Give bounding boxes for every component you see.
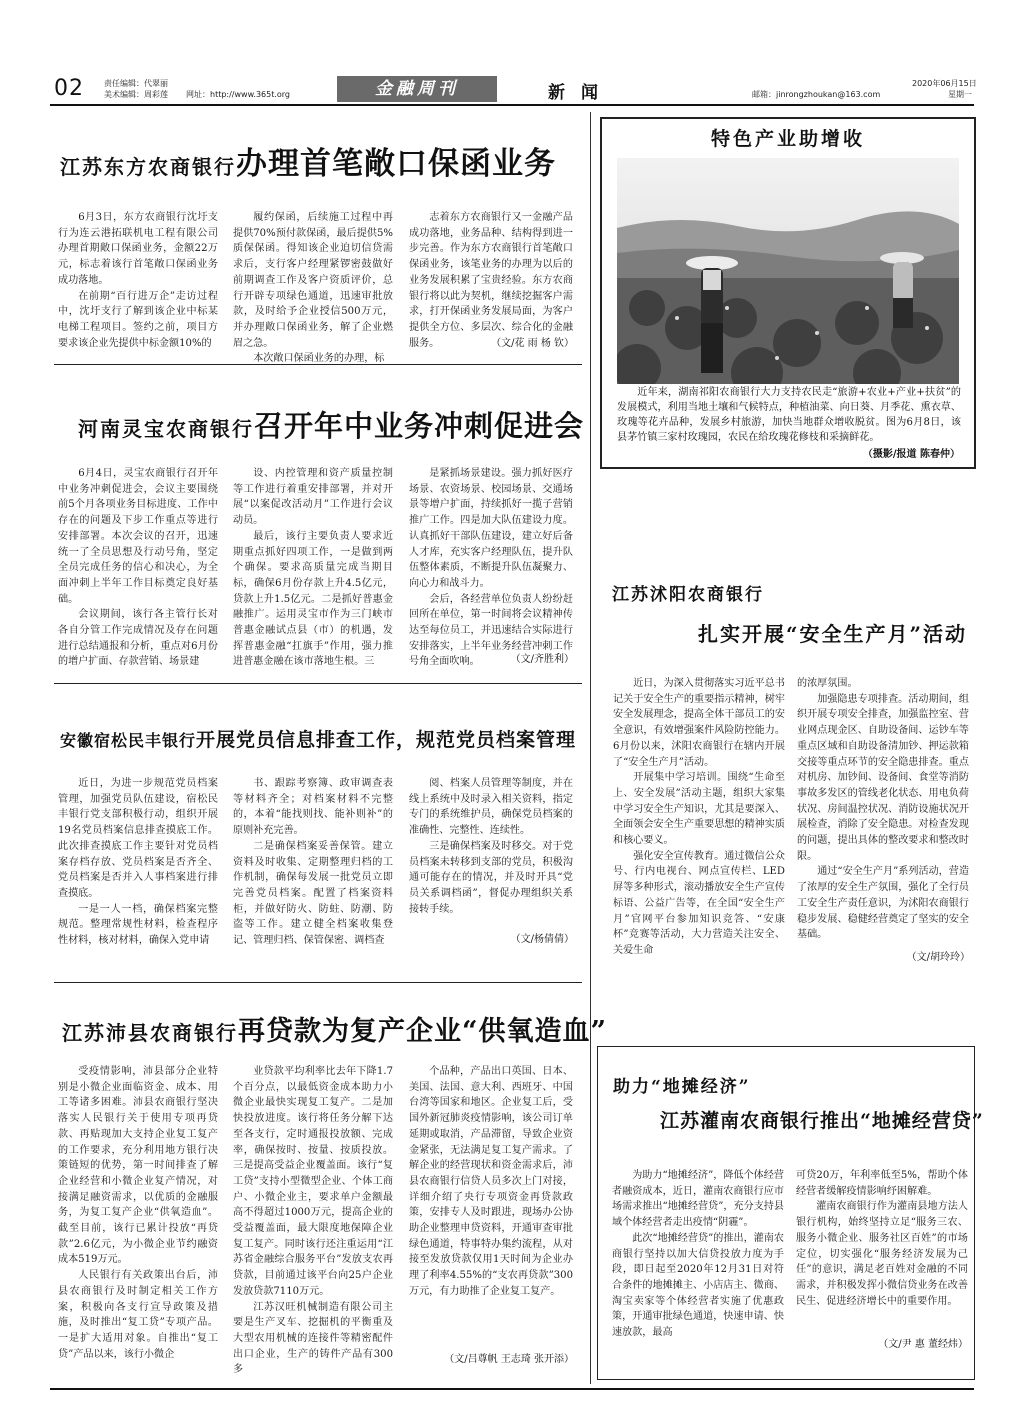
paragraph: 会后，各经营单位负责人纷纷赶回所在单位，第一时间将会议精神传达至每位员工，并迅速结合实际进行安排落实，上半年业务经营冲刺工作号角全面吹响。 xyxy=(409,593,573,668)
divider xyxy=(54,982,582,983)
paragraph: 是紧抓场景建设。强力抓好医疗场景、农资场景、校园场景、交通场景等增户扩面，持续抓好一揽子营销推广工作。四是加大队伍建设力度。认真抓好干部队伍建设，建立好后备人才库，充实客户经理队伍，提升队伍整体素质，不断提升队伍凝聚力、向心力和战斗力。 xyxy=(409,468,573,589)
photo-credit: （摄影/报道 陈春仲） xyxy=(862,449,960,460)
paragraph: 通过“安全生产月”系列活动，营造了浓厚的安全生产氛围，强化了全行员工安全生产责任意识，为沭阳农商银行稳步发展、稳健经营奠定了坚实的安全基础。 xyxy=(797,866,969,941)
website-url[interactable]: 网址：http://www.365t.org xyxy=(186,90,291,99)
paragraph: 受疫情影响，沛县部分企业特别是小微企业面临资金、成本、用工等诸多困难。沛县农商银行坚决落实人民银行关于使用专项再贷款、再贴现加大支持企业复工复产的工作要求，充分利用地方银行决策链短的优势，第一时间排查了解企业经营和小微企业复产情况，对接满足融资需求，以优质的金融服务，为复工复产企业“供氧造血”。截至目前，该行已累计投放“再贷款”2.6亿元，为小微企业节约融资成本519万元。 xyxy=(58,1066,218,1266)
paragraph: 一是一人一档，确保档案完整规范。整理常规性材料，检查程序性材料，核对材料，确保入党申请 xyxy=(58,903,218,947)
article-6-kicker: 助力“地摊经济” xyxy=(613,1077,751,1097)
article-2-headline xyxy=(78,404,584,445)
article-4-col-1 xyxy=(58,1064,218,1362)
paragraph: 志着东方农商银行又一金融产品成功落地，业务品种、结构得到进一步完善。作为东方农商银行首笔敞口保函业务，该笔业务的办理为以后的业务发展积累了宝贵经验。东方农商银行将以此为契机，继续挖掘客户需求，打开保函业务发展局面，为客户提供全方位、多层次、综合化的金融服务。 xyxy=(409,212,573,349)
article-3-title: 开展党员信息排查工作，规范党员档案管理 xyxy=(196,729,577,751)
article-5-title: 扎实开展“安全生产月”活动 xyxy=(698,622,968,646)
paragraph: 为助力“地摊经济”，降低个体经营者融资成本，近日，灌南农商银行应市场需求推出“地摊经营贷”，充分支持县域个体经营者走出疫情“阴霾”。 xyxy=(612,1170,784,1229)
paragraph: 本次敞口保函业务的办理，标 xyxy=(253,353,385,365)
article-2-bank: 河南灵宝农商银行 xyxy=(78,417,254,441)
paragraph: 6月3日，东方农商银行沈圩支行为连云港拓联机电工程有限公司办理首期敞口保函业务，金额22万元，标志着该行首笔敞口保函业务成功落地。 xyxy=(58,212,218,286)
article-3-byline: （文/杨倩倩） xyxy=(510,934,574,945)
article-4-headline xyxy=(62,1009,607,1048)
paragraph: 履约保函，后续施工过程中再提供70%预付款保函，最后提供5%质保保函。得知该企业迫切信贷需求后，支行客户经理紧锣密鼓做好前期调查工作及客户资质评价，总行开辟专项绿色通道，迅速审批放款，及时给予企业授信500万元，并办理敞口保函业务，解了企业燃眉之急。 xyxy=(233,212,393,349)
news-photo xyxy=(617,158,959,384)
paragraph: 人民银行有关政策出台后，沛县农商银行及时制定相关工作方案，积极向各支行宣导政策及措施，及时推出“复工贷”专项产品。一是扩大适用对象。自推出“复工贷”产品以来，该行小微企 xyxy=(58,1270,218,1360)
article-4-col-2 xyxy=(233,1064,393,1378)
paragraph: 加强隐患专项排查。活动期间，组织开展专项安全排查，加强监控室、营业网点现金区、自助设备间、运钞车等重点区域和自助设备清加钞、押运款箱交接等重点环节的安全隐患排查。重点对机房、加钞间、设备间、食堂等消防事故多发区的管线老化状态、用电负荷状况、房间温控状况、消防设施状况开展检查，消除了安全隐患。对检查发现的问题，提出具体的整改要求和整改时限。 xyxy=(797,693,969,862)
article-2-col-1 xyxy=(58,466,218,670)
paragraph: 阅、档案人员管理等制度，并在线上系统中及时录入相关资料，指定专门的系统维护员，确保党员档案的准确性、完整性、连续性。 xyxy=(409,778,573,837)
column-separator xyxy=(590,112,591,1384)
article-4-bank: 江苏沛县农商银行 xyxy=(62,1021,238,1045)
article-1-col-3 xyxy=(409,210,573,351)
section-title: 新闻 xyxy=(548,83,614,103)
weekday: 星期一 xyxy=(948,90,972,99)
paragraph: 江苏汉旺机械制造有限公司主要是生产叉车、挖掘机的平衡重及大型农用机械的连接件等精密配件出口企业，生产的铸件产品有300多 xyxy=(233,1301,393,1376)
article-2-col-3 xyxy=(409,466,573,670)
article-4-col-3 xyxy=(409,1064,573,1300)
paragraph: 在前期“百行进万企”走访过程中，沈圩支行了解到该企业中标某电梯工程项目。签约之前，项目方要求该企业先提供中标金额10%的 xyxy=(58,290,218,349)
paragraph: 强化安全宣传教育。通过微信公众号、行内电视台、网点宣传栏、LED屏等多种形式，滚动播放安全生产宣传标语、公益广告等，在全国“安全生产月”官网平台参加知识竞答、“安康杯”竞赛等活动，大力营造关注安全、关爱生命 xyxy=(613,850,785,956)
article-4-byline: （文/吕尊帆 王志琦 张开添） xyxy=(444,1354,574,1365)
article-1-byline: （文/花 雨 杨 钦） xyxy=(491,338,574,349)
article-1-col-1 xyxy=(58,210,218,351)
article-6-col-1 xyxy=(612,1168,784,1341)
article-1-col-2 xyxy=(233,210,393,367)
paragraph: 三是确保档案及时移交。对于党员档案未转移到支部的党员，积极沟通可能存在的情况，并及时开具“党员关系调档函”，督促办理组织关系接转手续。 xyxy=(409,840,573,915)
paragraph: 个品种，产品出口英国、日本、美国、法国、意大利、西班牙、中国台湾等国家和地区。企业复工后，受国外新冠肺炎疫情影响，该公司订单延期或取消，产品滞留，导致企业资金紧张，无法满足复工复产需求。了解企业的经营现状和资金需求后，沛县农商银行信贷人员多次上门对接，详细介绍了央行专项资金再贷款政策，安排专人及时跟进，现场办公协助企业整理申贷资料，开通审查审批绿色通道，特事特办集约流程，从对接至发放贷款仅用1天时间为企业办理了利率4.55%的“支农再贷款”300万元，有力助推了企业复工复产。 xyxy=(409,1066,573,1297)
photo-caption: 近年来，湖南祁阳农商银行大力支持农民走“旅游+农业+产业+扶贫”的发展模式，利用当地土壤和气候特点，种植油菜、向日葵、月季花、熏衣草、玫瑰等花卉品种，发展乡村旅游，加快当地群众增收脱贫。图为6月8日，该县茅竹镇三家村玫瑰园，农民在给玫瑰花修枝和采摘鲜花。 xyxy=(617,387,961,443)
photo-feature-title: 特色产业助增收 xyxy=(710,128,865,150)
article-2-byline: （文/齐胜利） xyxy=(510,654,574,665)
paragraph: 可贷20万，年利率低至5%，帮助个体经营者缓解疫情影响纾困解难。 xyxy=(796,1170,968,1197)
page-number: 02 xyxy=(54,76,84,101)
article-1-headline xyxy=(60,138,556,183)
article-5-col-2 xyxy=(797,676,969,943)
article-1-title: 办理首笔敞口保函业务 xyxy=(236,146,556,182)
article-3-headline xyxy=(60,725,576,752)
editor-credit: 责任编辑：代翠丽 xyxy=(104,79,168,88)
article-6-byline: （文/尹 惠 董经炜） xyxy=(878,1339,968,1350)
paragraph: 最后，该行主要负责人要求近期重点抓好四项工作，一是做到两个确保。要求高质量完成当期目标，确保6月份存款上升4.5亿元，贷款上升1.5亿元。二是抓好普惠金融推广。运用灵宝市作为三门峡市普惠金融试点县（市）的机遇，发挥普惠金融“扛旗手”作用，强力推进普惠金融在该市落地生根。三 xyxy=(233,530,393,668)
article-6-title: 江苏灌南农商银行推出“地摊经营贷” xyxy=(660,1110,984,1132)
paragraph: 二是确保档案妥善保管。建立资料及时收集、定期整理归档的工作机制，确保每发展一批党员立即完善党员档案。配置了档案资料柜，并做好防火、防蛀、防潮、防盗等工作。建立健全档案收集登记、管理归档、保管保密、调档查 xyxy=(233,840,393,947)
paragraph: 业贷款平均利率比去年下降1.7个百分点，以最低资金成本助力小微企业最快实现复工复产。二是加快投放进度。该行将任务分解下达至各支行，定时通报投放额、完成率，确保按时、按量、按质投放。三是提高受益企业覆盖面。该行“复工贷”支持小型微型企业、个体工商户、小微企业主，要求单户金额最高不得超过1000万元，提高企业的受益覆盖面，最大限度地保障企业复工复产。同时该行还注重运用“江苏省金融综合服务平台”发放支农再贷款，目前通过该平台向25户企业发放贷款7110万元。 xyxy=(233,1066,393,1297)
paragraph: 的浓厚氛围。 xyxy=(797,678,858,689)
email-address[interactable]: 邮箱：jinrongzhoukan@163.com xyxy=(752,90,881,99)
paragraph: 6月4日，灵宝农商银行召开年中业务冲刺促进会，会议主要围绕前5个月各项业务目标进度、工作中存在的问题及下步工作重点等进行安排部署。本次会议的召开，迅速统一了全员思想及行动号角，坚定全员完成任务的信心和决心，为全面冲刺上半年工作目标奠定良好基础。 xyxy=(58,468,218,605)
paragraph: 书、跟踪考察簿、政审调查表等材料齐全；对档案材料不完整的，本着“能找则找、能补则补”的原则补充完善。 xyxy=(233,778,393,837)
article-2-col-2 xyxy=(233,466,393,670)
paragraph: 会议期间，该行各主管行长对各自分管工作完成情况及存在问题进行总结通报和分析，重点对6月份的增户扩面、存款营销、场景建 xyxy=(58,609,218,668)
paragraph: 此次“地摊经营贷”的推出，灌南农商银行坚持以加大信贷投放力度为手段，即日起至2020年12月31日对符合条件的地摊摊主、小店店主、微商、淘宝卖家等个体经营者实施了优惠政策，开通审批绿色通道，快速申请、快速放款，最高 xyxy=(612,1232,784,1339)
paragraph: 近日，为进一步规范党员档案管理，加强党员队伍建设，宿松民丰银行党支部积极行动，组织开展19名党员档案信息排查摸底工作。此次排查摸底工作主要针对党员档案存档存放、党员档案是否齐全、党员档案是否并入人事档案进行排查摸底。 xyxy=(58,778,218,899)
article-4-title: 再贷款为复产企业“供氧造血” xyxy=(238,1016,608,1047)
header-rule xyxy=(50,104,974,106)
article-3-col-1 xyxy=(58,776,218,949)
paragraph: 近日，为深入贯彻落实习近平总书记关于安全生产的重要指示精神，树牢安全发展理念，提高全体干部员工的安全意识，有效增强案件风险防控能力。6月份以来，沭阳农商银行在辖内开展了“安全生产月”活动。 xyxy=(613,678,785,768)
article-1-bank: 江苏东方农商银行 xyxy=(60,155,236,179)
issue-date: 2020年06月15日 xyxy=(912,79,977,88)
article-5-byline: （文/胡玲玲） xyxy=(906,952,970,963)
article-6-col-2 xyxy=(796,1168,968,1309)
divider xyxy=(54,683,582,684)
article-3-col-2 xyxy=(233,776,393,949)
article-3-col-3 xyxy=(409,776,573,917)
newspaper-banner: 金融周刊 xyxy=(337,76,497,102)
divider xyxy=(54,364,582,365)
art-editor-credit: 美术编辑：周彩莲 xyxy=(104,90,168,99)
article-5-bank: 江苏沭阳农商银行 xyxy=(612,585,764,605)
footer-rule xyxy=(50,1388,974,1390)
article-2-title: 召开年中业务冲刺促进会 xyxy=(254,409,585,443)
article-5-col-1 xyxy=(613,676,785,959)
article-3-bank: 安徽宿松民丰银行 xyxy=(60,731,197,750)
paragraph: 开展集中学习培训。围绕“生命至上、安全发展”活动主题，组织大家集中学习安全生产知识，尤其是要深入、全面领会安全生产重要思想的精神实质和核心要义。 xyxy=(613,772,785,847)
rose-field-photo xyxy=(617,158,959,384)
paragraph: 设、内控管理和资产质量控制等工作进行着重安排部署，并对开展“以案促改活动月”工作进行会议动员。 xyxy=(233,468,393,527)
paragraph: 灌南农商银行作为灌南县地方法人银行机构，始终坚持立足“服务三农、服务小微企业、服务社区百姓”的市场定位，切实强化“服务经济发展为己任”的意识，满足老百姓对金融的不同需求，并积极发挥小微信贷业务在改善民生、促进经济增长中的重要作用。 xyxy=(796,1201,968,1307)
